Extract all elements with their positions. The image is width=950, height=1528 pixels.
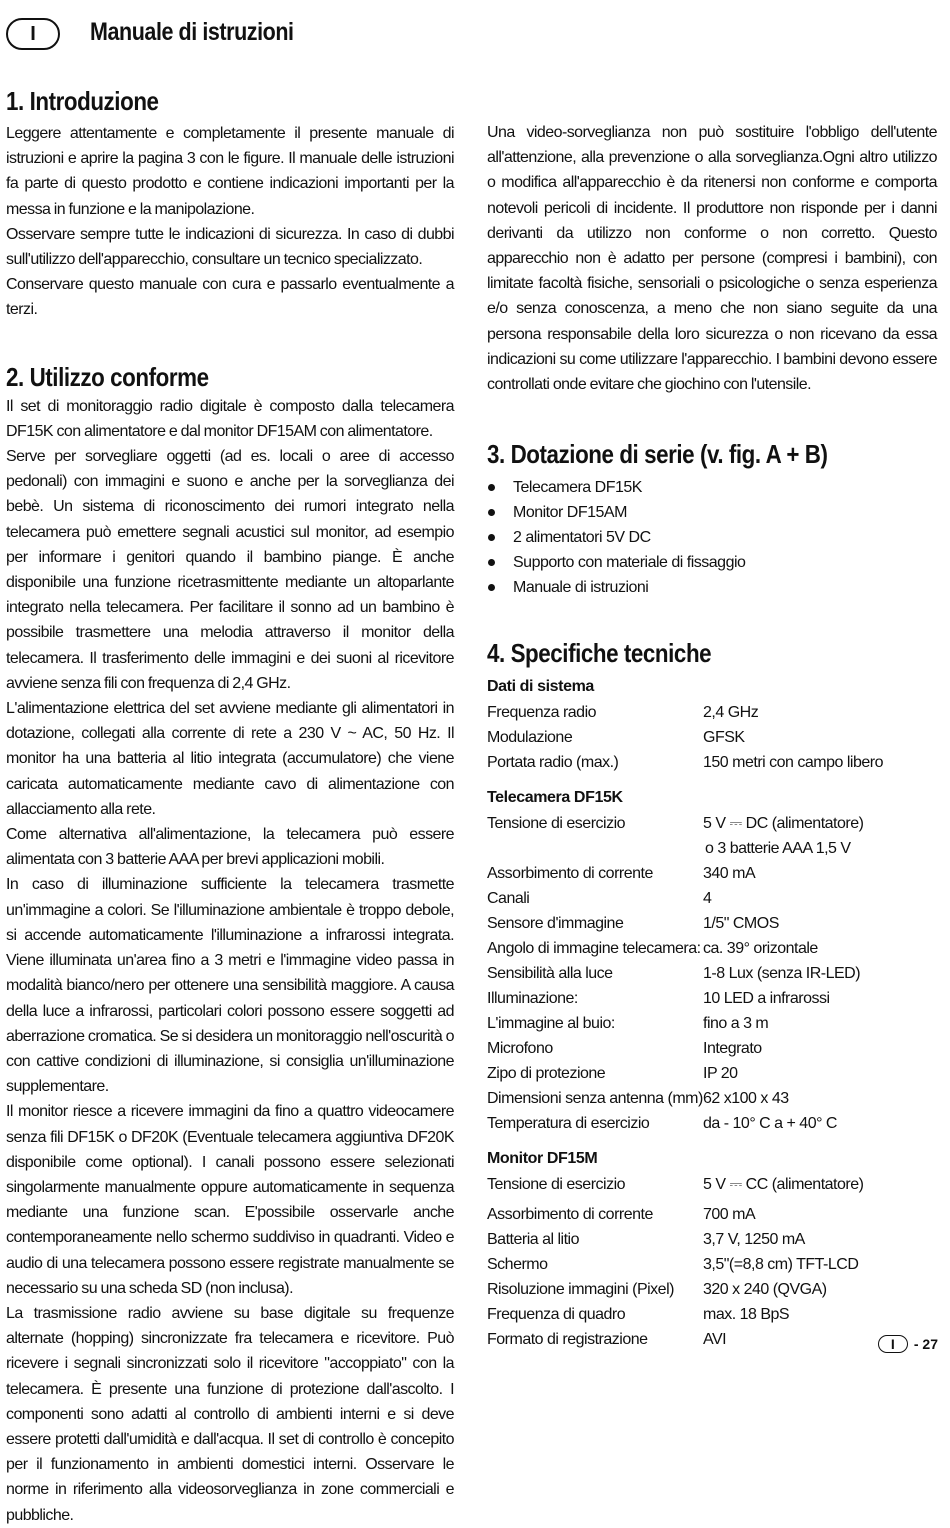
spec-row: Sensibilità alla luce 1-8 Lux (senza IR-LED) [487, 965, 861, 983]
spec-row: Frequenza radio 2,4 GHz [487, 704, 759, 722]
spec-row: Schermo 3,5"(=8,8 cm) TFT-LCD [487, 1256, 859, 1274]
section-heading-utilizzo: 2. Utilizzo conforme [6, 361, 209, 392]
list-item: Telecamera DF15K [487, 475, 937, 500]
paragraph: La trasmissione radio avviene su base digitale su frequenze alternate (hopping) sincronizzate fra telecamera e ricevitore. Può ricevere i segnali sincronizzati solo il ricevitore "accoppiato" con la telecamera. È presente una funzione di protezione dall'ascolto. I componenti sono adatti al controllo di ambienti interni e si deve essere protetti dall'umidità e dall'acqua. Il set di controllo è concepito per il funzionamento in ambienti domestici interni. Osservare le norme in riferimento alla videosorveglianza in zone commerciali e pubbliche. [6, 1304, 454, 1524]
bullet-icon [488, 559, 495, 566]
page-number-text: - 27 [913, 1336, 938, 1352]
spec-row: Formato di registrazione AVI [487, 1331, 727, 1349]
bullet-icon [488, 584, 495, 591]
paragraph: L'alimentazione elettrica del set avviene mediante gli alimentatori in dotazione, collegati alla corrente di rete a 230 V ~ AC, 50 Hz. Il monitor ha una batteria al litio integrata (accumulatore) che viene caricata automaticamente mediante cavo di alimentazione con allacciamento alla rete. [6, 700, 454, 818]
section-heading-introduzione: 1. Introduzione [6, 86, 159, 116]
spec-row: Microfono Integrato [487, 1040, 762, 1058]
paragraph: In caso di illuminazione sufficiente la telecamera trasmette un'immagine a colori. Se l'illuminazione ambientale è troppo debole, si accende automaticamente l'illuminazione a infrarossi integrata. Viene illuminata un'area fino a 3 metri e l'immagine video passa in modalità bianco/nero per ottenere una sensibilità maggiore. A causa della luce a infrarossi, particolari colori possono essere soggetti ad aberrazione cromatica. Se si desidera un monitoraggio nell'oscurità o con cattive condizioni di illuminazione, si consiglia un'illuminazione supplementare. [6, 876, 454, 1096]
bullet-icon [488, 534, 495, 541]
spec-row: Portata radio (max.) 150 metri con campo libero [487, 754, 883, 772]
left-column [6, 84, 454, 1528]
paragraph: Serve per sorvegliare oggetti (ad es. locali o aree di accesso pedonali) con immagini e suono e anche per la sorveglianza dei bebè. Un sistema di riconoscimento dei rumori integrato nella telecamera può emettere segnali acustici sul monitor, ad esempio per informare i genitori quando il bambino piange. È anche disponibile una funzione ricetrasmittente mediante un altoparlante integrato nella telecamera. Per facilitare il sonno ad un bambino è possibile trasmettere una melodia attraverso il monitor della telecamera. Il trasferimento delle immagini e dei suoni al ricevitore avviene senza fili con frequenza di 2,4 GHz. [6, 448, 454, 692]
spec-row: Modulazione GFSK [487, 729, 745, 747]
spec-row: Zipo di protezione IP 20 [487, 1065, 738, 1083]
spec-row: Dimensioni senza antenna (mm) 62 x100 x 43 [487, 1090, 789, 1108]
paragraph: Osservare sempre tutte le indicazioni di sicurezza. In caso di dubbi sull'utilizzo dell'apparecchio, consultare un tecnico specializzato. [6, 225, 454, 269]
spec-row: Angolo di immagine telecamera: ca. 39° orizontale [487, 940, 818, 958]
contents-list [487, 475, 937, 600]
spec-table-camera [487, 811, 937, 1136]
page-number [878, 1335, 938, 1353]
spec-row: Sensore d'immagine 1/5" CMOS [487, 915, 779, 933]
bullet-icon [488, 484, 495, 491]
spec-table-system [487, 700, 937, 775]
list-item: Manuale di istruzioni [487, 575, 937, 600]
spec-table-monitor [487, 1172, 937, 1352]
paragraph: Leggere attentamente e completamente il presente manuale di istruzioni e aprire la pagina 3 con le figure. Il manuale delle istruzioni fa parte di questo prodotto e contiene indicazioni importanti per la messa in funzione e la manipolazione. [6, 125, 454, 218]
spec-row: Risoluzione immagini (Pixel) 320 x 240 (QVGA) [487, 1281, 827, 1299]
paragraph: Il monitor riesce a ricevere immagini da fino a quattro videocamere senza fili DF15K o DF20K (Eventuale telecamera aggiuntiva DF20K disponibile come optional). I canali possono essere selezionati singolarmente manualmente oppure automaticamente in sequenza mediante una funzione scan. E'possibile osservarle anche contemporaneamente nello schermo suddiviso in quadranti. Video e audio di una telecamera possono essere registrate manualmente se necessario su una scheda SD (non inclusa). [6, 1103, 454, 1297]
spec-row: Frequenza di quadro max. 18 BpS [487, 1306, 790, 1324]
spec-row: Canali 4 [487, 890, 712, 908]
paragraph: Come alternativa all'alimentazione, la telecamera può essere alimentata con 3 batterie AAA per brevi applicazioni mobili. [6, 826, 454, 869]
spec-group-title: Telecamera DF15K [487, 789, 623, 807]
section-heading-specifiche: 4. Specifiche tecniche [487, 638, 712, 669]
spec-row: Temperatura di esercizio da - 10° C a + 40° C [487, 1115, 837, 1133]
spec-group-title: Monitor DF15M [487, 1150, 598, 1168]
manual-title: Manuale di istruzioni [90, 18, 294, 46]
paragraph: Una video-sorveglianza non può sostituire l'obbligo dell'utente all'attenzione, alla prevenzione o alla sorveglianza.Ogni altro utilizzo o modifica all'apparecchio è da ritenersi non conforme e comporta notevoli pericoli di incidente. Il produttore non risponde per i danni derivanti da utilizzo non conforme o non corretto. Questo apparecchio non è adatto per persone (compresi i bambini), con limitate facoltà fisiche, sensoriali o psicologiche o senza esperienza e/o senza conoscenza, a meno che non siano seguite da una persona responsabile della loro sicurezza o non ricevano da essa indicazioni su come utilizzare l'apparecchio. I bambini devono essere controllati onde evitare che giochino con l'utensile. [487, 124, 937, 394]
bullet-icon [488, 509, 495, 516]
language-badge: I [6, 18, 60, 50]
spec-row: Illuminazione: 10 LED a infrarossi [487, 990, 830, 1008]
spec-row: Batteria al litio 3,7 V, 1250 mA [487, 1231, 805, 1249]
spec-row: Assorbimento di corrente 340 mA [487, 865, 756, 883]
language-badge-footer: I [878, 1335, 908, 1353]
spec-row: Tensione di esercizio 5 V ⎓ CC (alimentatore) [487, 1176, 864, 1194]
list-item: Supporto con materiale di fissaggio [487, 550, 937, 575]
section-heading-dotazione: 3. Dotazione di serie (v. fig. A + B) [487, 439, 828, 470]
paragraph: Il set di monitoraggio radio digitale è composto dalla telecamera DF15K con alimentatore e dal monitor DF15AM con alimentatore. [6, 397, 454, 440]
paragraph: Conservare questo manuale con cura e passarlo eventualmente a terzi. [6, 276, 454, 319]
spec-group-title: Dati di sistema [487, 678, 594, 696]
right-column [487, 120, 937, 1352]
spec-row: Assorbimento di corrente 700 mA [487, 1206, 756, 1224]
list-item: 2 alimentatori 5V DC [487, 525, 937, 550]
spec-row: L'immagine al buio: fino a 3 m [487, 1015, 769, 1033]
list-item: Monitor DF15AM [487, 500, 937, 525]
spec-row: Tensione di esercizio 5 V ⎓ DC (alimentatore) o 3 batterie AAA 1,5 V [487, 815, 864, 858]
